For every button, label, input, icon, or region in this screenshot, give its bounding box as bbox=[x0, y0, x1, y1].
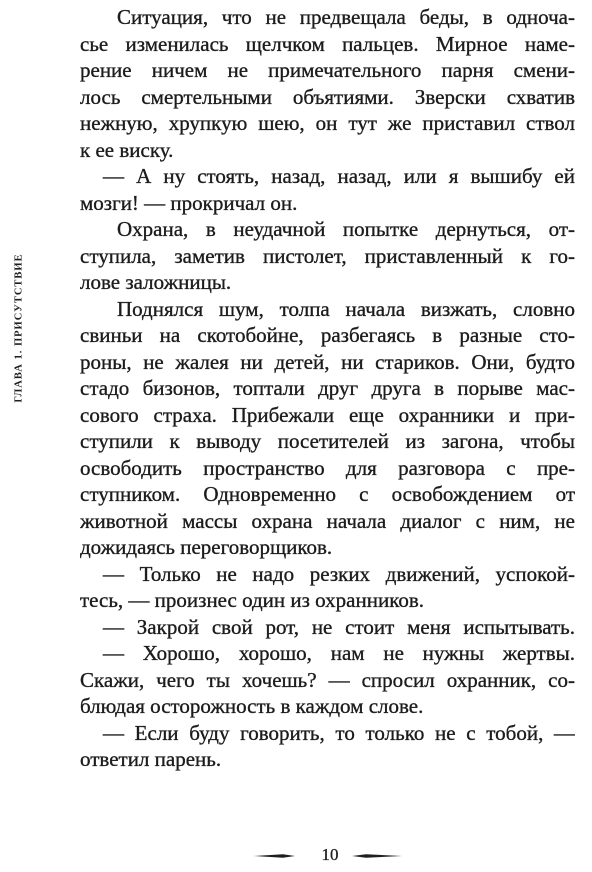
text-line: — Только не надо резких движений, успокой- bbox=[103, 561, 575, 586]
text-line: — А ну стоять, назад, назад, или я вышибу ей bbox=[103, 164, 575, 188]
text-line: лось смертельными объятиями. Зверски схватив bbox=[80, 84, 575, 109]
text-line: Поднялся шум, толпа начала визжать, словно bbox=[117, 296, 575, 321]
running-head: ГЛАВА 1. ПРИСУТСТВИЕ bbox=[13, 253, 25, 403]
paragraph bbox=[80, 561, 575, 614]
text-line: Охрана, в неудачной попытке дернуться, от- bbox=[117, 217, 575, 241]
text-line: свиньи на скотобойне, разбегаясь в разные сто- bbox=[80, 323, 575, 347]
text-line: роны, не жалея ни детей, ни стариков. Они, будто bbox=[80, 349, 575, 374]
text-line: животной массы охрана начала диалог с ним, не bbox=[80, 508, 575, 533]
text-line: сового страха. Прибежали еще охранники и при- bbox=[80, 402, 575, 427]
text-line: тесь, — произнес один из охранников. bbox=[80, 588, 424, 612]
paragraph bbox=[80, 4, 575, 163]
text-line: дожидаясь переговорщиков. bbox=[80, 535, 333, 559]
paragraph bbox=[80, 163, 575, 216]
text-line: освободить пространство для разговора с пре- bbox=[80, 455, 575, 480]
text-line: Ситуация, что не предвещала беды, в одноча- bbox=[117, 5, 575, 29]
text-line: сье изменилась щелчком пальцев. Мирное наме- bbox=[80, 31, 575, 56]
page-number: 10 bbox=[321, 845, 339, 864]
text-line: — Хорошо, хорошо, нам не нужны жертвы. bbox=[103, 641, 575, 665]
text-line: к ее виску. bbox=[80, 137, 174, 162]
text-line: стадо бизонов, топтали друг друга в порыве мас- bbox=[80, 376, 575, 400]
paragraph bbox=[80, 614, 575, 641]
paragraph bbox=[80, 640, 575, 720]
text-line: — Если буду говорить, то только не с тобой, — bbox=[103, 720, 575, 745]
text-line: ступила, заметив пистолет, приставленный к го- bbox=[80, 243, 575, 268]
text-line: лове заложницы. bbox=[80, 270, 232, 294]
text-line: ступником. Одновременно с освобождением от bbox=[80, 482, 575, 506]
text-line: ответил парень. bbox=[80, 747, 222, 771]
paragraph bbox=[80, 296, 575, 561]
ornament-line-right bbox=[352, 853, 402, 859]
text-line: — Закрой свой рот, не стоит меня испытывать. bbox=[103, 614, 575, 639]
paragraph bbox=[80, 720, 575, 773]
text-line: Скажи, чего ты хочешь? — спросил охранник, со- bbox=[80, 667, 575, 692]
text-line: ступили к выводу посетителей из загона, чтобы bbox=[80, 429, 575, 453]
paragraph bbox=[80, 216, 575, 296]
text-line: нежную, хрупкую шею, он тут же приставил ствол bbox=[80, 111, 575, 135]
text-line: блюдая осторожность в каждом слове. bbox=[80, 694, 424, 718]
body-text bbox=[80, 4, 575, 773]
ornament-line-left bbox=[253, 853, 295, 859]
text-line: рение ничем не примечательного парня смени- bbox=[80, 58, 575, 82]
text-line: мозги! — прокричал он. bbox=[80, 190, 298, 215]
